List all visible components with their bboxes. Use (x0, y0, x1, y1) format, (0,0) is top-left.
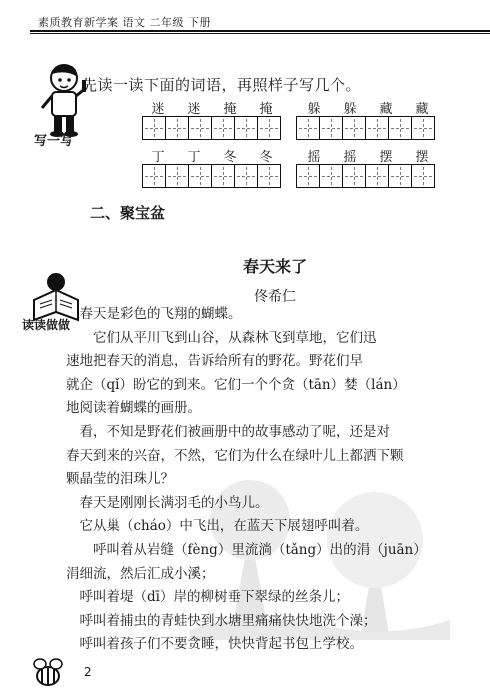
writing-cell[interactable] (388, 164, 412, 188)
word-group-3 (140, 146, 284, 165)
story-body (66, 303, 456, 657)
writing-grid-4[interactable] (296, 164, 435, 188)
writing-grid-2[interactable] (296, 116, 435, 140)
story-title: 春天来了 (242, 257, 307, 276)
header-text: 素质教育新学案 语文 二年级 下册 (38, 16, 211, 29)
reading-label: 读读做做 (22, 318, 71, 332)
story-line: 春天是彩色的飞翔的蝴蝶。 (66, 306, 242, 322)
word: 丁 (151, 150, 165, 165)
writing-cell[interactable] (365, 116, 389, 140)
word: 摇 (307, 150, 321, 165)
writing-cell[interactable] (388, 116, 412, 140)
word-group-2 (296, 98, 440, 117)
story-line: 看，不知是野花们被画册中的故事感动了呢，还是对 (66, 423, 390, 440)
word-group-1 (140, 98, 284, 117)
story-line: 速地把春天的消息，告诉给所有的野花。野花们早 (66, 353, 363, 370)
exercise-label: 写一写 (34, 134, 74, 149)
word: 丁 (187, 150, 201, 165)
word: 摆 (379, 150, 393, 165)
header-rule (30, 30, 490, 32)
story-line: 呼叫着孩子们不要贪睡，快快背起书包上学校。 (66, 636, 363, 653)
writing-cell[interactable] (234, 116, 258, 140)
bee-icon (28, 652, 68, 692)
writing-cell[interactable] (165, 116, 189, 140)
story-line: 就企（qǐ）盼它的到来。它们一个个贪（tān）婪（lán） (66, 376, 406, 393)
word: 冬 (223, 150, 237, 165)
header-rule-thin (30, 33, 490, 34)
story-line: 春天到来的兴奋，不然，它们为什么在绿叶儿上都洒下颗 (66, 447, 404, 464)
exercise-instruction: 先读一读下面的词语，再照样子写几个。 (82, 76, 362, 94)
writing-cell[interactable] (165, 164, 189, 188)
writing-cell[interactable] (365, 164, 389, 188)
story-line: 它从巢（cháo）中飞出，在蓝天下展翅呼叫着。 (66, 518, 369, 535)
writing-cell[interactable] (257, 164, 281, 188)
story-author: 佟希仁 (254, 289, 296, 305)
word: 藏 (415, 102, 429, 117)
writing-grid-1[interactable] (142, 116, 281, 140)
writing-cell[interactable] (211, 164, 235, 188)
story-line: 涓细流，然后汇成小溪； (66, 565, 215, 582)
story-line: 春天是刚刚长满羽毛的小鸟儿。 (66, 494, 269, 511)
story-line: 颗晶莹的泪珠儿？ (66, 471, 174, 488)
writing-cell[interactable] (319, 164, 343, 188)
writing-cell[interactable] (257, 116, 281, 140)
word: 掩 (223, 102, 237, 117)
word: 掩 (259, 102, 273, 117)
writing-cell[interactable] (188, 116, 212, 140)
writing-cell[interactable] (411, 164, 435, 188)
writing-cell[interactable] (411, 116, 435, 140)
writing-cell[interactable] (142, 164, 166, 188)
writing-cell[interactable] (296, 164, 320, 188)
story-line: 呼叫着捕虫的青蛙快到水塘里痛痛快快地洗个澡； (66, 612, 377, 629)
writing-cell[interactable] (296, 116, 320, 140)
word: 迷 (151, 102, 165, 117)
word: 躲 (307, 102, 321, 117)
story-line: 呼叫着堤（dī）岸的柳树垂下翠绿的丝条儿； (66, 589, 349, 606)
word: 躲 (343, 102, 357, 117)
page-number: 2 (84, 665, 92, 679)
word: 藏 (379, 102, 393, 117)
story-line: 呼叫着从岩缝（fèng）里流淌（tǎng）出的涓（juān） (66, 541, 427, 558)
writing-cell[interactable] (188, 164, 212, 188)
story-line: 地阅读着蝴蝶的画册。 (66, 400, 201, 417)
word: 摆 (415, 150, 429, 165)
page-header (0, 0, 490, 30)
word: 摇 (343, 150, 357, 165)
word-group-4 (296, 146, 440, 165)
word: 迷 (187, 102, 201, 117)
writing-cell[interactable] (342, 116, 366, 140)
writing-grid-3[interactable] (142, 164, 281, 188)
writing-cell[interactable] (342, 164, 366, 188)
writing-cell[interactable] (234, 164, 258, 188)
word: 冬 (259, 150, 273, 165)
writing-cell[interactable] (211, 116, 235, 140)
section-title: 二、聚宝盆 (90, 204, 166, 222)
story-line: 它们从平川飞到山谷，从森林飞到草地，它们迅 (66, 329, 377, 346)
writing-cell[interactable] (319, 116, 343, 140)
writing-cell[interactable] (142, 116, 166, 140)
